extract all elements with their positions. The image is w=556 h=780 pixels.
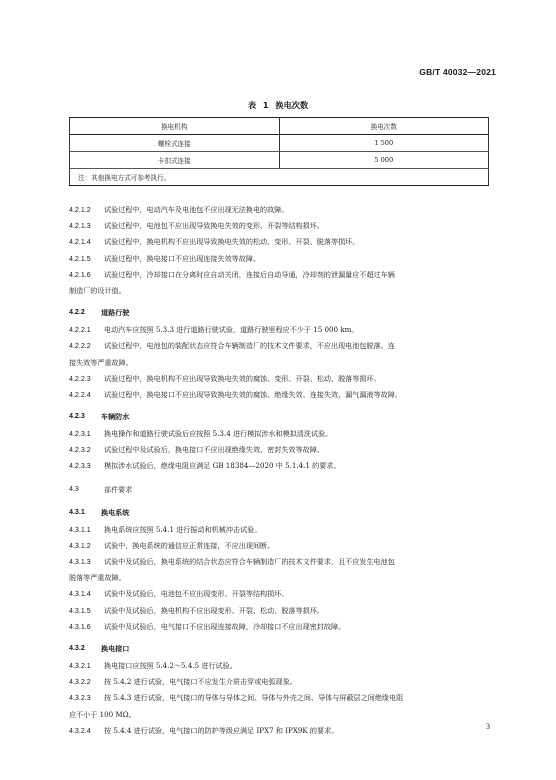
table-note-row <box>70 169 489 186</box>
clause-number: 4.2.2.4 <box>69 390 91 399</box>
clause-number: 4.2.1.2 <box>69 206 91 214</box>
clause-number: 4.2.2 <box>69 308 85 317</box>
clause-number: 4.3.2.1 <box>69 661 91 670</box>
clause-item <box>69 338 489 354</box>
clause-number: 4.2.1.4 <box>69 238 91 247</box>
clause-number: 4.3.2 <box>69 643 85 652</box>
clause-number: 4.3.1.6 <box>69 622 91 631</box>
clause-item <box>69 690 489 706</box>
clause-item <box>69 603 489 619</box>
clause-number: 4.2.3.1 <box>69 430 91 439</box>
clause-text: 应不小于 100 MΩ。 <box>69 709 136 719</box>
clause-text: 试验过程中，换电接口不应出现导致换电失效的腐蚀、绝缘失效、连接失效、漏气漏液等故障。 <box>104 389 402 399</box>
table-cell: 螺栓式连接 <box>70 135 280 152</box>
clause-item <box>69 426 489 442</box>
clause-text: 换电系统 <box>101 507 130 517</box>
clause-number: 4.3.1.3 <box>69 558 91 566</box>
clause-number: 4.3.1.2 <box>69 541 91 550</box>
clause-number: 4.3.1 <box>69 507 85 516</box>
clause-text: 试验中及试验后，换电系统的结合状态应符合车辆制造厂的技术文件要求，且不应发生电池包 <box>104 557 395 566</box>
clause-number: 4.3.1.1 <box>69 525 91 534</box>
clause-text: 道路行驶 <box>101 308 130 318</box>
swap-count-table <box>69 117 489 186</box>
clause-text: 模拟涉水试验后，绝缘电阻应满足 GB 18384—2020 中 5.1.4.1 的要求。 <box>104 461 341 471</box>
page-number: 3 <box>486 722 490 731</box>
clause-item <box>69 234 489 250</box>
clause-text: 试验中及试验后，换电机构不应出现变形、开裂、松动、脱落等损坏。 <box>104 605 324 615</box>
clause-item <box>69 218 489 234</box>
clause-text: 换电接口应按照 5.4.2～5.4.5 进行试验。 <box>104 660 237 670</box>
clause-text: 按 5.4.2 进行试验，电气接口不应发生介质击穿或电弧现象。 <box>104 677 297 687</box>
clause-item <box>69 322 489 338</box>
clause-item <box>69 387 489 403</box>
clause-item <box>69 723 489 739</box>
clause-item <box>69 202 489 218</box>
clause-number: 4.3.2.4 <box>69 726 91 735</box>
table-cell: 1 500 <box>279 135 489 152</box>
section-heading <box>69 303 489 322</box>
standard-code: GB/T 40032—2021 <box>419 67 496 77</box>
body-text <box>69 202 489 739</box>
clause-number: 4.3.2.3 <box>69 694 91 703</box>
clause-item <box>69 458 489 474</box>
section-heading <box>69 503 489 522</box>
table-row <box>70 135 489 152</box>
table-row <box>70 152 489 169</box>
clause-text: 试验过程中及试验后，换电接口不应出现绝缘失效、密封失效等故障。 <box>104 445 324 455</box>
clause-item <box>69 674 489 690</box>
clause-text: 按 5.4.4 进行试验，电气接口的防护等级应满足 IPX7 和 IPX9K 的要求。 <box>104 725 339 735</box>
clause-number: 4.2.1.6 <box>69 270 91 279</box>
clause-text: 试验中及试验后，电池包不应出现变形、开裂等结构损坏。 <box>104 589 289 599</box>
clause-item <box>69 658 489 674</box>
column-header: 换电机构 <box>70 118 280 135</box>
clause-number: 4.2.1.5 <box>69 254 91 263</box>
clause-item <box>69 554 489 570</box>
clause-number: 4.2.3.2 <box>69 446 91 455</box>
clause-number: 4.2.2.1 <box>69 326 91 335</box>
table-note: 注：其他换电方式可参考执行。 <box>70 169 489 186</box>
clause-text: 接失效等严重故障。 <box>69 357 133 367</box>
clause-number: 4.2.2.3 <box>69 374 91 383</box>
clause-number: 4.3 <box>69 484 79 493</box>
table-cell: 卡扣式连接 <box>70 152 280 169</box>
clause-item <box>69 267 489 283</box>
clause-text: 换电操作和道路行驶试验后应按照 5.3.4 进行模拟涉水和模拟清洗试验。 <box>104 429 333 439</box>
clause-number: 4.2.2.2 <box>69 342 91 351</box>
clause-text: 试验过程中，电动汽车及电池包不应出现无法换电的故障。 <box>104 205 289 214</box>
clause-text: 试验过程中，电池包的装配状态应符合车辆制造厂的技术文件要求，不应出现电池包脱落、连 <box>104 341 395 351</box>
clause-text: 换电接口 <box>101 643 130 653</box>
clause-continuation <box>69 570 489 586</box>
clause-item <box>69 619 489 635</box>
clause-text: 换电系统应按照 5.4.1 进行振动和机械冲击试验。 <box>104 524 262 534</box>
clause-text: 试验过程中，换电机构不应出现导致换电失效的腐蚀、变形、开裂、松动、脱落等损坏。 <box>104 373 381 383</box>
clause-text: 脱落等严重故障。 <box>69 573 126 583</box>
clause-text: 制造厂的设计值。 <box>69 285 126 295</box>
clause-number: 4.2.3 <box>69 412 85 421</box>
clause-number: 4.3.1.5 <box>69 606 91 615</box>
section-heading <box>69 407 489 426</box>
clause-text: 试验过程中，换电机构不应出现导致换电失效的松动、变形、开裂、脱落等损坏。 <box>104 237 360 247</box>
clause-text: 按 5.4.3 进行试验，电气接口的导体与导体之间、导体与外壳之间、导体与屏蔽层之间绝缘电阻 <box>104 693 404 703</box>
clause-text: 电动汽车应按照 5.3.3 进行道路行驶试验，道路行驶里程应不少于 15 000 km。 <box>104 325 359 335</box>
table-title: 表 1 换电次数 <box>247 100 309 110</box>
clause-item <box>69 442 489 458</box>
section-heading <box>69 480 489 499</box>
clause-text: 试验过程中，冷却接口在分离时应自动关闭，连接后自动导通，冷却剂的泄漏量应不超过车辆 <box>104 269 395 279</box>
clause-number: 4.3.2.2 <box>69 678 91 687</box>
clause-item <box>69 538 489 554</box>
clause-text: 试验过程中，电池包不应出现导致换电失效的变形、开裂等结构损坏。 <box>104 221 324 231</box>
clause-text: 试验过程中，换电接口不应出现连接失效等故障。 <box>104 253 261 263</box>
clause-text: 试验中，换电系统的通信应正常连接，不应出现间断。 <box>104 540 275 550</box>
clause-text: 试验中及试验后，电气接口不应出现连接故障，冷却接口不应出现密封故障。 <box>104 621 346 631</box>
column-header: 换电次数 <box>279 118 489 135</box>
clause-item <box>69 251 489 267</box>
clause-item <box>69 371 489 387</box>
clause-continuation <box>69 283 489 299</box>
clause-continuation <box>69 355 489 371</box>
clause-number: 4.3.1.4 <box>69 590 91 599</box>
clause-number: 4.2.1.3 <box>69 222 91 231</box>
clause-continuation <box>69 707 489 723</box>
clause-text: 车辆防水 <box>101 412 130 422</box>
clause-item <box>69 522 489 538</box>
clause-text: 部件要求 <box>104 484 133 494</box>
table-cell: 5 000 <box>279 152 489 169</box>
section-heading <box>69 639 489 658</box>
clause-item <box>69 586 489 602</box>
table-header-row <box>70 118 489 135</box>
clause-number: 4.2.3.3 <box>69 462 91 471</box>
